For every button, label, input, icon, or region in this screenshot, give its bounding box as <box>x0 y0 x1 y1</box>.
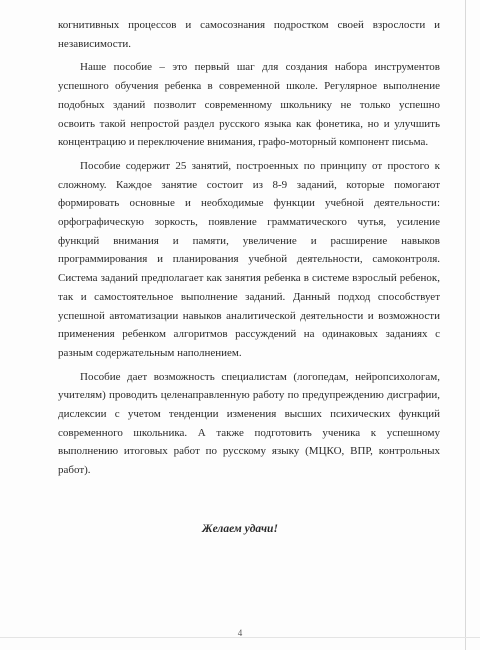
text-line: успешной автоматизации навыков аналитической деятельности и возможности <box>58 309 440 322</box>
text-line: подобных зданий позволит современному школьнику не только успешно <box>58 98 440 111</box>
text-line: концентрацию и переключение внимания, графо-моторный компонент письма. <box>58 136 429 149</box>
text-line: программирования и планирования учебной деятельности, самоконтроля. <box>58 253 440 266</box>
text-line: независимости. <box>58 37 132 50</box>
text-line: когнитивных процессов и самосознания подростком своей взрослости и <box>58 19 440 31</box>
text-line: учителям) проводить целенаправленную работу по предупреждению дисграфии, <box>58 389 440 402</box>
paragraph <box>58 368 440 480</box>
text-line: функций внимания и памяти, увеличение и расширение навыков <box>58 234 440 247</box>
text-line: Система заданий предполагает как занятия ребенка в системе взрослый ребенок, <box>58 272 440 285</box>
paragraph <box>58 58 440 152</box>
text-line: Наше пособие – это первый шаг для создания набора инструментов <box>80 61 440 74</box>
closing-wish: Желаем удачи! <box>202 523 278 535</box>
text-line: формировать основные и необходимые функции учебной деятельности: <box>58 197 440 210</box>
text-line: успешного обучения ребенка в современной школе. Регулярное выполнение <box>58 80 440 93</box>
text-line: орфографическую зоркость, появление грамматического чутья, усиление <box>58 216 440 229</box>
text-line: дислексии с учетом тенденции изменения высших психических функций <box>58 408 440 421</box>
body-text <box>58 16 440 480</box>
paragraph <box>58 16 440 53</box>
text-line: применения ребенком алгоритмов рассуждений на одинаковых заданиях с <box>58 328 440 341</box>
text-line: освоить такой непростой раздел русского языка как фонетика, но и улучшить <box>58 117 440 130</box>
page-edge-shadow <box>465 0 466 650</box>
text-line: Пособие дает возможность специалистам (логопедам, нейропсихологам, <box>80 370 440 383</box>
text-line: разным содержательным наполнением. <box>58 346 242 359</box>
paragraph <box>58 157 440 363</box>
text-line: сложному. Каждое занятие состоит из 8-9 заданий, которые помогают <box>58 178 440 191</box>
page-number: 4 <box>237 628 243 638</box>
text-line: Пособие содержит 25 занятий, построенных по принципу от простого к <box>80 159 440 172</box>
text-line: так и самостоятельное выполнение заданий. Данный подход способствует <box>58 290 440 303</box>
text-line: выполнению итоговых работ по русскому языку (МЦКО, ВПР, контрольных <box>58 445 440 458</box>
text-line: современного школьника. А также подготовить ученика к успешному <box>58 426 440 439</box>
text-line: работ). <box>58 464 91 477</box>
